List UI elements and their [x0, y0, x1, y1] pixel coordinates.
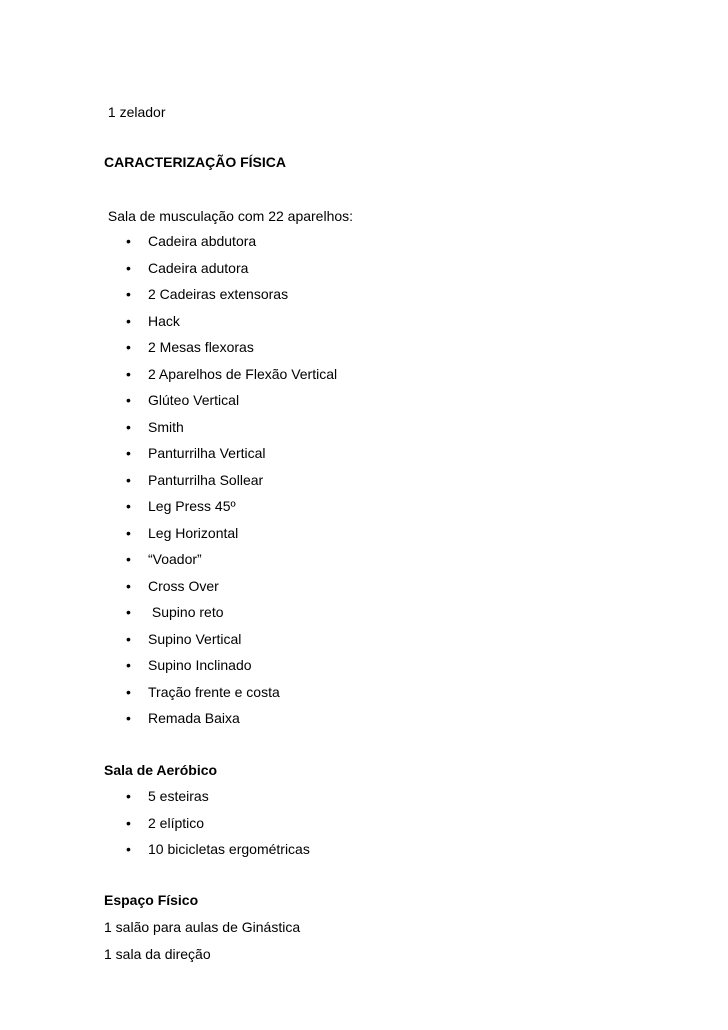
bullet-icon: • [126, 577, 131, 594]
bullet-icon: • [126, 392, 131, 408]
bullet-icon: • [126, 339, 131, 355]
list-item-label: Leg Press 45º [148, 498, 236, 514]
list-item-label: 2 Aparelhos de Flexão Vertical [148, 365, 338, 382]
list-item-label: Panturrilha Sollear [148, 471, 264, 488]
space-item: 1 sala da direção [104, 946, 211, 962]
list-item-label: Supino Vertical [148, 630, 242, 647]
bullet-icon: • [126, 841, 131, 857]
bullet-icon: • [126, 418, 131, 435]
list-item-label: 10 bicicletas ergométricas [148, 841, 310, 857]
list-item-label: Smith [148, 418, 184, 435]
list-item-label: Tração frente e costa [148, 683, 280, 700]
bullet-icon: • [126, 524, 131, 541]
bullet-icon: • [126, 814, 131, 831]
list-item-label: 2 elíptico [148, 814, 205, 831]
bullet-icon: • [126, 683, 131, 700]
bullet-icon: • [126, 445, 131, 461]
list-item-label: 5 esteiras [148, 788, 209, 804]
bullet-icon: • [126, 710, 131, 726]
bullet-icon: • [126, 551, 131, 567]
bullet-icon: • [126, 286, 131, 302]
list-item-label: Remada Baixa [148, 710, 240, 726]
section-heading-physical: CARACTERIZAÇÃO FÍSICA [104, 154, 286, 170]
bullet-icon: • [126, 471, 131, 488]
list-item-label: Leg Horizontal [148, 524, 239, 541]
bullet-icon: • [126, 604, 131, 620]
bullet-icon: • [126, 788, 131, 804]
space-item: 1 salão para aulas de Ginástica [104, 919, 301, 935]
bullet-icon: • [126, 657, 131, 673]
bullet-icon: • [126, 365, 131, 382]
bullet-icon: • [126, 630, 131, 647]
bullet-icon: • [126, 498, 131, 514]
list-item-label: “Voador” [148, 551, 202, 567]
section-heading-space: Espaço Físico [104, 892, 199, 908]
list-item-label: Hack [148, 312, 180, 329]
gym-room-intro: Sala de musculação com 22 aparelhos: [104, 208, 354, 224]
bullet-icon: • [126, 259, 131, 276]
list-item-label: Cadeira abdutora [148, 233, 257, 249]
list-item-label: 2 Cadeiras extensoras [148, 286, 289, 302]
list-item-label: Supino Inclinado [148, 657, 252, 673]
section-heading-aerobic: Sala de Aeróbico [104, 762, 218, 778]
bullet-icon: • [126, 233, 131, 249]
list-item-label: Glúteo Vertical [148, 392, 240, 408]
list-item-label: Panturrilha Vertical [148, 445, 266, 461]
staff-line: 1 zelador [104, 104, 166, 120]
list-item-label: Cadeira adutora [148, 259, 249, 276]
list-item-label: 2 Mesas flexoras [148, 339, 254, 355]
bullet-icon: • [126, 312, 131, 329]
list-item-label: Cross Over [148, 577, 219, 594]
list-item-label: Supino reto [148, 604, 224, 620]
